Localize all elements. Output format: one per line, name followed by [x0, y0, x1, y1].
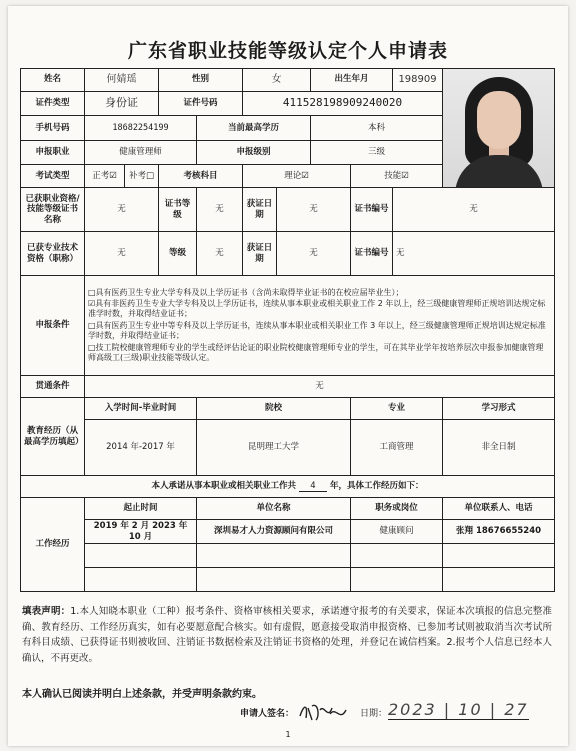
bridging-value: 无: [85, 376, 555, 398]
condition-item[interactable]: □具有医药卫生专业大学专科及以上学历证书（含尚未取得毕业证书的在校应届毕业生）；: [88, 287, 404, 297]
education-level-value: 本科: [311, 116, 443, 141]
gender-label: 性别: [159, 69, 243, 92]
tech-title-value: 无: [85, 232, 159, 276]
regular-exam-checkbox[interactable]: 正考☑: [85, 165, 125, 188]
id-no-label: 证件号码: [159, 91, 243, 116]
held-cert-level-label: 证书等级: [159, 188, 197, 232]
declaration-text: 1.本人知晓本职业（工种）报考条件、资格审核相关要求，承诺遵守报考的有关要求，保证本次填报的信息完整准确、教育经历、工作经历真实，如有必要愿意配合核实。如有虚假，愿意接受取消申报资格、已参加考试则被取消当次考试所有科目成绩、已获得证书则被收回、注销证书数据检索及注销证书资格的处理，并登记在诚信档案。2.报考个人信息已经本人确认，不再更改。: [22, 606, 552, 665]
held-cert-date-value: 无: [277, 188, 351, 232]
tech-no-value: 无: [393, 232, 555, 276]
birth-value: 198909: [393, 69, 443, 92]
form-title: 广东省职业技能等级认定个人申请表: [127, 40, 448, 62]
gender-value: 女: [243, 69, 311, 92]
name-label: 姓名: [21, 69, 85, 92]
birth-label: 出生年月: [311, 69, 393, 92]
edu-header-mode: 学习形式: [443, 398, 555, 420]
work-history-label: 工作经历: [21, 498, 85, 592]
held-cert-label: 已获职业资格/技能等级证书名称: [21, 188, 85, 232]
education-history-label: 教育经历（从最高学历填起）: [21, 398, 85, 476]
id-type-value: 身份证: [85, 91, 159, 116]
held-cert-name: 无: [85, 188, 159, 232]
application-form-sheet: [8, 6, 568, 746]
id-type-label: 证件类型: [21, 91, 85, 116]
name-value: 何婧瑶: [85, 69, 159, 92]
exam-type-label: 考试类型: [21, 165, 85, 188]
work-empty-cell: [197, 568, 351, 592]
edu-major: 工商管理: [351, 420, 443, 476]
work-contact: 张翔 18676655240: [443, 520, 555, 544]
work-header-contact: 单位联系人、电话: [443, 498, 555, 520]
occupation-label: 申报职业: [21, 140, 85, 165]
edu-school: 昆明理工大学: [197, 420, 351, 476]
work-empty-cell: [85, 568, 197, 592]
held-cert-level-value: 无: [197, 188, 243, 232]
sign-label: 申请人签名：: [240, 709, 295, 719]
makeup-exam-checkbox[interactable]: 补考□: [125, 165, 159, 188]
bridging-label: 贯通条件: [21, 376, 85, 398]
subject-label: 考核科目: [159, 165, 243, 188]
page-number: 1: [285, 730, 291, 739]
work-header-position: 职务或岗位: [351, 498, 443, 520]
work-empty-cell: [85, 544, 197, 568]
work-empty-cell: [351, 544, 443, 568]
tech-date-value: 无: [277, 232, 351, 276]
date-label: 日期：: [360, 709, 388, 719]
condition-item[interactable]: □具有医药卫生专业中等专科及以上学历证书，连续从事本职业或相关职业工作 3 年以上，经三级健康管理师正规培训达规定标准学时数，并取得结业证书；: [88, 320, 546, 341]
tech-no-label: 证书编号: [351, 232, 393, 276]
signature-row: [8, 700, 568, 726]
work-header-period: 起止时间: [85, 498, 197, 520]
condition-item[interactable]: ☑具有非医药卫生专业大学专科及以上学历证书，连续从事本职业或相关职业工作 2 年以上，经三级健康管理师正规培训达规定标准学时数，并取得结业证书；: [88, 299, 546, 319]
confirmation-statement: 本人确认已阅读并明白上述条款，并受声明条款约束。: [22, 689, 262, 700]
applicant-photo: [443, 69, 554, 187]
edu-header-major: 专业: [351, 398, 443, 420]
edu-mode: 非全日制: [443, 420, 555, 476]
condition-item[interactable]: □技工院校健康管理师专业的学生或经评估论证的职业院校健康管理师专业的学生，可在其毕业学年按培养层次申报参加健康管理师高级工(三级)职业技能等级认定。: [88, 342, 544, 362]
tech-title-label: 已获专业技术资格（职称）: [21, 232, 85, 276]
phone-label: 手机号码: [21, 116, 85, 141]
photo-cell: [443, 69, 555, 188]
apply-level-value: 三级: [311, 140, 443, 165]
phone-value: 18682254199: [85, 116, 197, 141]
declaration-heading: 填表声明：: [22, 606, 71, 617]
work-company: 深圳易才人力资源顾问有限公司: [197, 520, 351, 544]
apply-level-label: 申报级别: [197, 140, 311, 165]
tech-level-label: 等级: [159, 232, 197, 276]
tech-date-label: 获证日期: [243, 232, 277, 276]
conditions-list: [85, 276, 555, 376]
conditions-label: 申报条件: [21, 276, 85, 376]
promise-years: 4: [299, 481, 327, 493]
application-form-table: [20, 68, 555, 592]
held-cert-date-label: 获证日期: [243, 188, 277, 232]
work-empty-cell: [351, 568, 443, 592]
held-cert-no-value: 无: [393, 188, 555, 232]
work-empty-cell: [197, 544, 351, 568]
handwritten-signature: [298, 700, 350, 724]
skill-checkbox[interactable]: 技能☑: [351, 165, 443, 188]
edu-period: 2014 年-2017 年: [85, 420, 197, 476]
held-cert-no-label: 证书编号: [351, 188, 393, 232]
work-position: 健康顾问: [351, 520, 443, 544]
declaration: [22, 604, 552, 667]
work-empty-cell: [443, 544, 555, 568]
work-header-company: 单位名称: [197, 498, 351, 520]
occupation-value: 健康管理师: [85, 140, 197, 165]
promise-prefix: 本人承诺从事本职业或相关职业工作共: [151, 480, 297, 491]
id-no-value: 411528198909240020: [243, 91, 443, 116]
work-period: 2019 年 2 月 2023 年 10 月: [85, 520, 197, 544]
theory-checkbox[interactable]: 理论☑: [243, 165, 351, 188]
edu-header-school: 院校: [197, 398, 351, 420]
edu-header-period: 入学时间-毕业时间: [85, 398, 197, 420]
date-value: 2023 | 10 | 27: [388, 700, 529, 719]
work-promise: [21, 476, 555, 498]
promise-suffix: 年，具体工作经历如下：: [329, 480, 424, 491]
education-level-label: 当前最高学历: [197, 116, 311, 141]
tech-level-value: 无: [197, 232, 243, 276]
work-empty-cell: [443, 568, 555, 592]
